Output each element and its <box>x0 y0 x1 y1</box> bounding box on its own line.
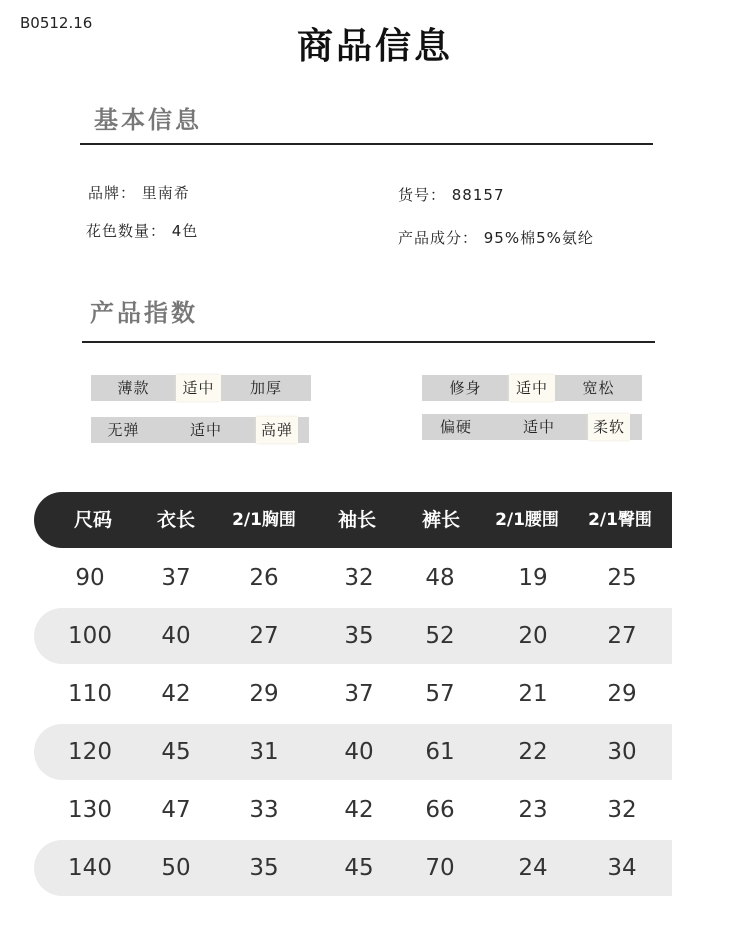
table-cell: 70 <box>425 855 455 881</box>
table-cell: 19 <box>518 565 548 591</box>
header-hip: 2/1臀围 <box>588 510 652 530</box>
basic-info-heading: 基本信息 <box>94 106 202 134</box>
thickness-scale <box>91 375 311 401</box>
table-cell: 66 <box>425 797 455 823</box>
header-top-length: 衣长 <box>156 509 196 531</box>
brand-text: 品牌： 里南希 <box>88 184 190 202</box>
table-row <box>34 666 672 722</box>
header-chest: 2/1胸围 <box>232 510 296 530</box>
fit-scale <box>422 375 642 401</box>
product-code: B0512.16 <box>20 14 93 32</box>
table-cell: 42 <box>344 797 374 823</box>
table-row <box>34 608 672 664</box>
table-cell: 100 <box>68 623 112 649</box>
table-cell: 32 <box>607 797 637 823</box>
table-cell: 29 <box>607 681 637 707</box>
table-cell: 45 <box>344 855 374 881</box>
table-cell: 120 <box>68 739 112 765</box>
table-cell: 20 <box>518 623 548 649</box>
table-cell: 31 <box>249 739 279 765</box>
fit-option: 宽松 <box>555 375 642 401</box>
table-cell: 42 <box>161 681 191 707</box>
table-cell: 90 <box>75 565 105 591</box>
table-cell: 57 <box>425 681 455 707</box>
header-sleeve: 袖长 <box>337 509 377 531</box>
stretch-option-selected: 高弹 <box>256 417 298 443</box>
table-row <box>34 724 672 780</box>
table-cell: 37 <box>161 565 191 591</box>
header-pants-length: 裤长 <box>421 509 461 531</box>
table-cell: 140 <box>68 855 112 881</box>
table-cell: 50 <box>161 855 191 881</box>
stretch-scale-end <box>298 417 309 443</box>
table-cell: 34 <box>607 855 637 881</box>
color-count-text: 花色数量： 4色 <box>86 222 199 240</box>
thickness-option: 薄款 <box>91 375 176 401</box>
table-cell: 40 <box>161 623 191 649</box>
softness-scale <box>422 414 642 440</box>
fit-option: 修身 <box>422 375 509 401</box>
softness-option: 适中 <box>490 414 588 440</box>
softness-option: 偏硬 <box>422 414 490 440</box>
stretch-option: 无弹 <box>91 417 156 443</box>
header-waist: 2/1腰围 <box>495 510 559 530</box>
table-cell: 24 <box>518 855 548 881</box>
fit-option-selected: 适中 <box>509 375 555 401</box>
thickness-option: 加厚 <box>221 375 311 401</box>
table-cell: 27 <box>249 623 279 649</box>
item-number-text: 货号： 88157 <box>398 186 505 204</box>
table-cell: 25 <box>607 565 637 591</box>
header-size: 尺码 <box>73 509 113 531</box>
table-cell: 130 <box>68 797 112 823</box>
table-cell: 45 <box>161 739 191 765</box>
table-cell: 35 <box>344 623 374 649</box>
table-cell: 40 <box>344 739 374 765</box>
product-index-heading: 产品指数 <box>90 299 198 327</box>
table-cell: 48 <box>425 565 455 591</box>
basic-info-divider <box>80 143 653 145</box>
table-cell: 61 <box>425 739 455 765</box>
composition-text: 产品成分： 95%棉5%氨纶 <box>398 229 594 247</box>
table-cell: 33 <box>249 797 279 823</box>
table-cell: 30 <box>607 739 637 765</box>
size-table-header <box>34 492 672 548</box>
table-cell: 52 <box>425 623 455 649</box>
table-cell: 35 <box>249 855 279 881</box>
table-row <box>34 840 672 896</box>
table-cell: 21 <box>518 681 548 707</box>
stretch-scale <box>91 417 309 443</box>
table-cell: 37 <box>344 681 374 707</box>
table-cell: 29 <box>249 681 279 707</box>
table-row <box>34 782 672 838</box>
stretch-option: 适中 <box>156 417 256 443</box>
table-cell: 47 <box>161 797 191 823</box>
table-cell: 27 <box>607 623 637 649</box>
table-cell: 23 <box>518 797 548 823</box>
thickness-option-selected: 适中 <box>176 375 221 401</box>
page-title: 商品信息 <box>296 26 453 67</box>
table-cell: 32 <box>344 565 374 591</box>
table-cell: 22 <box>518 739 548 765</box>
product-index-divider <box>82 341 655 343</box>
softness-scale-end <box>630 414 642 440</box>
table-cell: 110 <box>68 681 112 707</box>
table-cell: 26 <box>249 565 279 591</box>
table-row <box>34 550 672 606</box>
softness-option-selected: 柔软 <box>588 414 630 440</box>
